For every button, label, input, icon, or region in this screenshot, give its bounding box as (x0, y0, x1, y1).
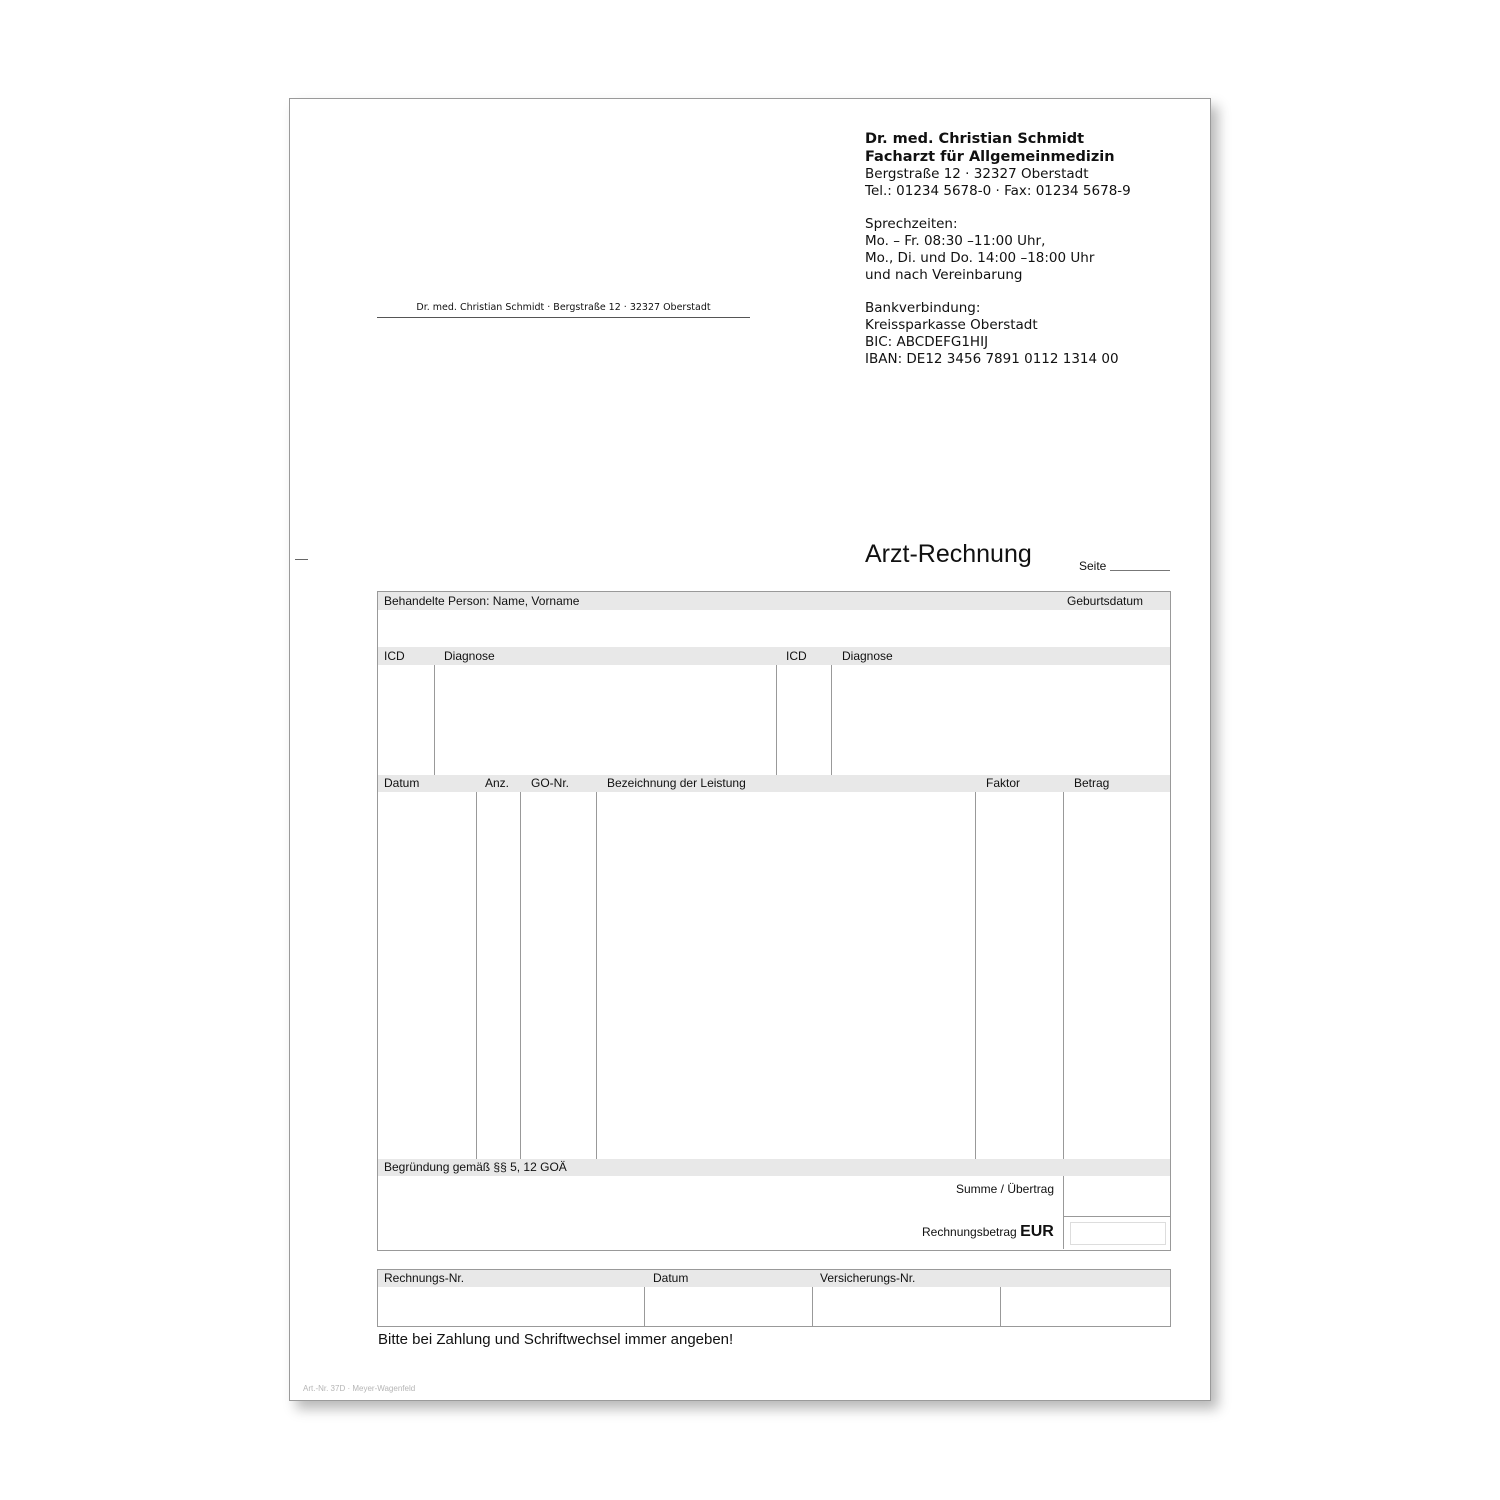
justification-field[interactable] (378, 1176, 938, 1249)
insurance-no-field-extra[interactable] (1001, 1287, 1170, 1326)
reference-box (377, 1269, 1171, 1327)
reference-date-field[interactable] (645, 1287, 812, 1326)
total-label-row (922, 1223, 1054, 1241)
hours-line-2: Mo., Di. und Do. 14:00 –18:00 Uhr (865, 250, 1095, 266)
invoice-no-field[interactable] (378, 1287, 644, 1326)
page-number-field[interactable] (1110, 557, 1170, 571)
fold-mark (295, 559, 308, 560)
diagnosis-field-right[interactable] (832, 665, 1170, 775)
insurance-no-label: Versicherungs-Nr. (820, 1271, 916, 1285)
return-address-line: Dr. med. Christian Schmidt · Bergstraße 12 · 32327 Oberstadt (377, 302, 750, 318)
services-faktor-column[interactable] (976, 792, 1063, 1159)
patient-name-label: Behandelte Person: Name, Vorname (384, 594, 580, 608)
icd-label-left: ICD (384, 649, 405, 663)
sender-name: Dr. med. Christian Schmidt (865, 131, 1085, 147)
diagnosis-field-left[interactable] (435, 665, 776, 775)
icd-field-left[interactable] (378, 665, 434, 775)
icd-field-right[interactable] (777, 665, 831, 775)
hours-line-1: Mo. – Fr. 08:30 –11:00 Uhr, (865, 233, 1046, 249)
article-number: Art.-Nr. 37D · Meyer-Wagenfeld (303, 1384, 416, 1393)
bank-name: Kreissparkasse Oberstadt (865, 317, 1038, 333)
col-bezeichnung-label: Bezeichnung der Leistung (607, 776, 746, 790)
diagnosis-label-left: Diagnose (444, 649, 495, 663)
bank-title: Bankverbindung: (865, 300, 981, 316)
services-datum-column[interactable] (378, 792, 476, 1159)
total-divider (1063, 1216, 1170, 1217)
hours-line-3: und nach Vereinbarung (865, 267, 1023, 283)
col-datum-label: Datum (384, 776, 420, 790)
services-bezeichnung-column[interactable] (597, 792, 975, 1159)
col-anzahl-label: Anz. (485, 776, 510, 790)
sender-block (865, 130, 1185, 368)
sender-specialty: Facharzt für Allgemeinmedizin (865, 149, 1115, 165)
col-gonr-label: GO-Nr. (531, 776, 569, 790)
justification-label: Begründung gemäß §§ 5, 12 GOÄ (384, 1160, 567, 1174)
birthdate-field[interactable] (1058, 610, 1170, 647)
sum-field[interactable] (1064, 1176, 1170, 1216)
birthdate-label: Geburtsdatum (1067, 594, 1144, 608)
insurance-no-field[interactable] (813, 1287, 1000, 1326)
total-label: Rechnungsbetrag (922, 1225, 1017, 1239)
bank-iban: IBAN: DE12 3456 7891 0112 1314 00 (865, 351, 1119, 367)
invoice-sheet (289, 98, 1211, 1401)
patient-name-field[interactable] (378, 610, 1058, 647)
reference-header (378, 1270, 1170, 1287)
services-betrag-column[interactable] (1064, 792, 1170, 1159)
hours-title: Sprechzeiten: (865, 216, 958, 232)
invoice-form (377, 591, 1171, 1251)
col-faktor-label: Faktor (986, 776, 1021, 790)
page-label: Seite (1079, 559, 1107, 573)
payment-note: Bitte bei Zahlung und Schriftwechsel immer angeben! (378, 1331, 734, 1348)
services-gonr-column[interactable] (521, 792, 596, 1159)
icd-label-right: ICD (786, 649, 807, 663)
col-betrag-label: Betrag (1074, 776, 1110, 790)
diagnosis-header (378, 647, 1170, 665)
services-anzahl-column[interactable] (477, 792, 520, 1159)
sender-address: Bergstraße 12 · 32327 Oberstadt (865, 166, 1089, 182)
total-amount-field[interactable] (1070, 1222, 1166, 1245)
currency-label: EUR (1020, 1223, 1054, 1240)
invoice-title: Arzt-Rechnung (865, 540, 1032, 568)
bank-bic: BIC: ABCDEFG1HIJ (865, 334, 989, 350)
reference-date-label: Datum (653, 1271, 689, 1285)
sender-phone-fax: Tel.: 01234 5678-0 · Fax: 01234 5678-9 (865, 183, 1131, 199)
sum-label: Summe / Übertrag (956, 1182, 1055, 1196)
invoice-no-label: Rechnungs-Nr. (384, 1271, 465, 1285)
diagnosis-label-right: Diagnose (842, 649, 893, 663)
